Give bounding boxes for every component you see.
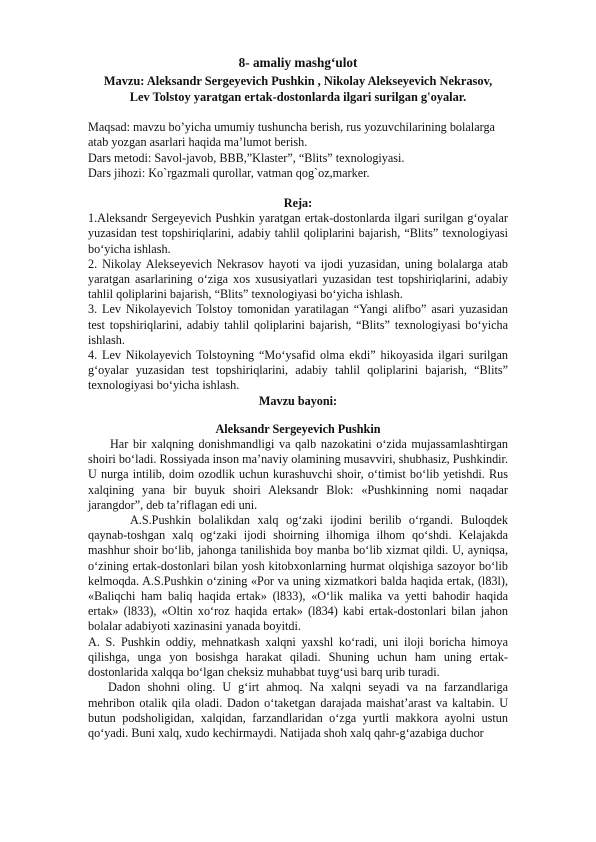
document-subtitle-line-1: Mavzu: Aleksandr Sergeyevich Pushkin , Nikolay Alekseyevich Nekrasov,	[103, 74, 493, 88]
topic-body-heading: Mavzu bayoni:	[258, 393, 338, 408]
plan-item-3: 3. Lev Nikolayevich Tolstoy tomonidan yaratilagan “Yangi alifbo” asari yuzasidan test topshiriqlarini, adabiy tahlil qoliplarini bajarish, “Blits” texnologiyasi bo‘yicha ishlash.	[88, 302, 508, 347]
plan-item-1: 1.Aleksandr Sergeyevich Pushkin yaratgan ertak-dostonlarda ilgari surilgan g‘oyalar yuzasidan test topshiriqlarini, adabiy tahlil qoliplarini bajarish, “Blits” texnologiyasi bo‘yicha ishlash.	[88, 211, 508, 256]
paragraph-2: A.S.Pushkin bolalikdan xalq og‘zaki ijodini berilib o‘rgandi. Buloqdek qaynab-toshgan xalq og‘zaki ijodi shoirning ilhomiga ilhom qo‘shdi. Kelajakda mashhur shoir bo‘lib, jahonga tanilishida boy manba bo‘lib xizmat qildi. U, ayniqsa, o‘zining ertak-dostonlari bilan yosh kitobxonlarning hurmat olqishiga sazoyor bo‘lib kelmoqda. A.S.Pushkin o‘zining «Por va uning xizmatkori balda haqida ertak, (l83l), «Baliqchi ham baliq haqida ertak» (l833), «O‘lik malika va yetti bahodir haqida ertak» (l833), «Oltin xo‘roz haqida ertak» (l834) kabi ertak-dostonlari bilan jahon bolalar adabiyoti xazinasini yanada boyitdi.	[88, 513, 508, 634]
paragraph-4: Dadon shohni oling. U g‘irt ahmoq. Na xalqni seyadi va na farzandlariga mehribon otalik qila oladi. Dadon o‘taketgan darajada maishat’arast va kaltabin. U butun podsholigidan, xalqidan, farzandlaridan o‘zga yurtli makkora ayolni ustun qo‘yadi. Buni xalq, xudo kechirmaydi. Natijada shoh xalq qahr-g‘azabiga duchor	[88, 680, 508, 740]
document-page	[88, 55, 508, 741]
document-subtitle-line-2: Lev Tolstoy yaratgan ertak-dostonlarda ilgari surilgan g'oyalar.	[129, 89, 467, 104]
paragraph-3: A. S. Pushkin oddiy, mehnatkash xalqni yaxshl ko‘radi, uni iloji boricha himoya qilishga, unga yon bosishga harakat qiladi. Shuning uchun ham uning ertak-dostonlarida xalqqa bo‘lgan cheksiz muhabbat tuyg‘usi barq urib turadi.	[88, 634, 508, 680]
goal-text: Maqsad: mavzu bo’yicha umumiy tushuncha berish, rus yozuvchilarining bolalarga atab yozgan asarlari haqida ma’lumot berish.	[88, 120, 495, 150]
equipment-text: Dars jihozi: Ko`rgazmali qurollar, vatman qog`oz,marker.	[88, 165, 370, 180]
section-heading-pushkin: Aleksandr Sergeyevich Pushkin	[215, 421, 381, 436]
document-title: 8- amaliy mashg‘ulot	[238, 55, 358, 70]
paragraph-1: Har bir xalqning donishmandligi va qalb nazokatini o‘zida mujassamlashtirgan shoiri bo‘ladi. Rossiyada inson ma’naviy olamining musavviri, shubhasiz, Pushkindir. U nurga intilib, doim ozodlik uchun kurashuvchi shoir, o‘timist bo‘lib yetishdi. Rus xalqining yana bir buyuk shoiri Aleksandr Blok: «Pushkinning nomi naqadar jarangdor”, deb ta’riflagan edi uni.	[88, 437, 508, 512]
plan-heading: Reja:	[283, 196, 313, 210]
method-text: Dars metodi: Savol-javob, BBB,”Klaster”, “Blits” texnologiyasi.	[88, 150, 405, 165]
plan-item-4: 4. Lev Nikolayevich Tolstoyning “Mo‘ysafid olma ekdi” hikoyasida ilgari surilgan g‘oyalar yuzasidan test topshiriqlarini, adabiy tahlil qoliplarini bajarish, “Blits” texnologiyasi bo‘yicha ishlash.	[88, 348, 508, 393]
plan-item-2: 2. Nikolay Alekseyevich Nekrasov hayoti va ijodi yuzasidan, uning bolalarga atab yaratgan asarlarining o‘ziga xos xususiyatlari yuzasidan test topshiriqlarini, adabiy tahlil qoliplarini bajarish, “Blits” texnologiyasi bo‘yicha ishlash.	[88, 256, 508, 302]
